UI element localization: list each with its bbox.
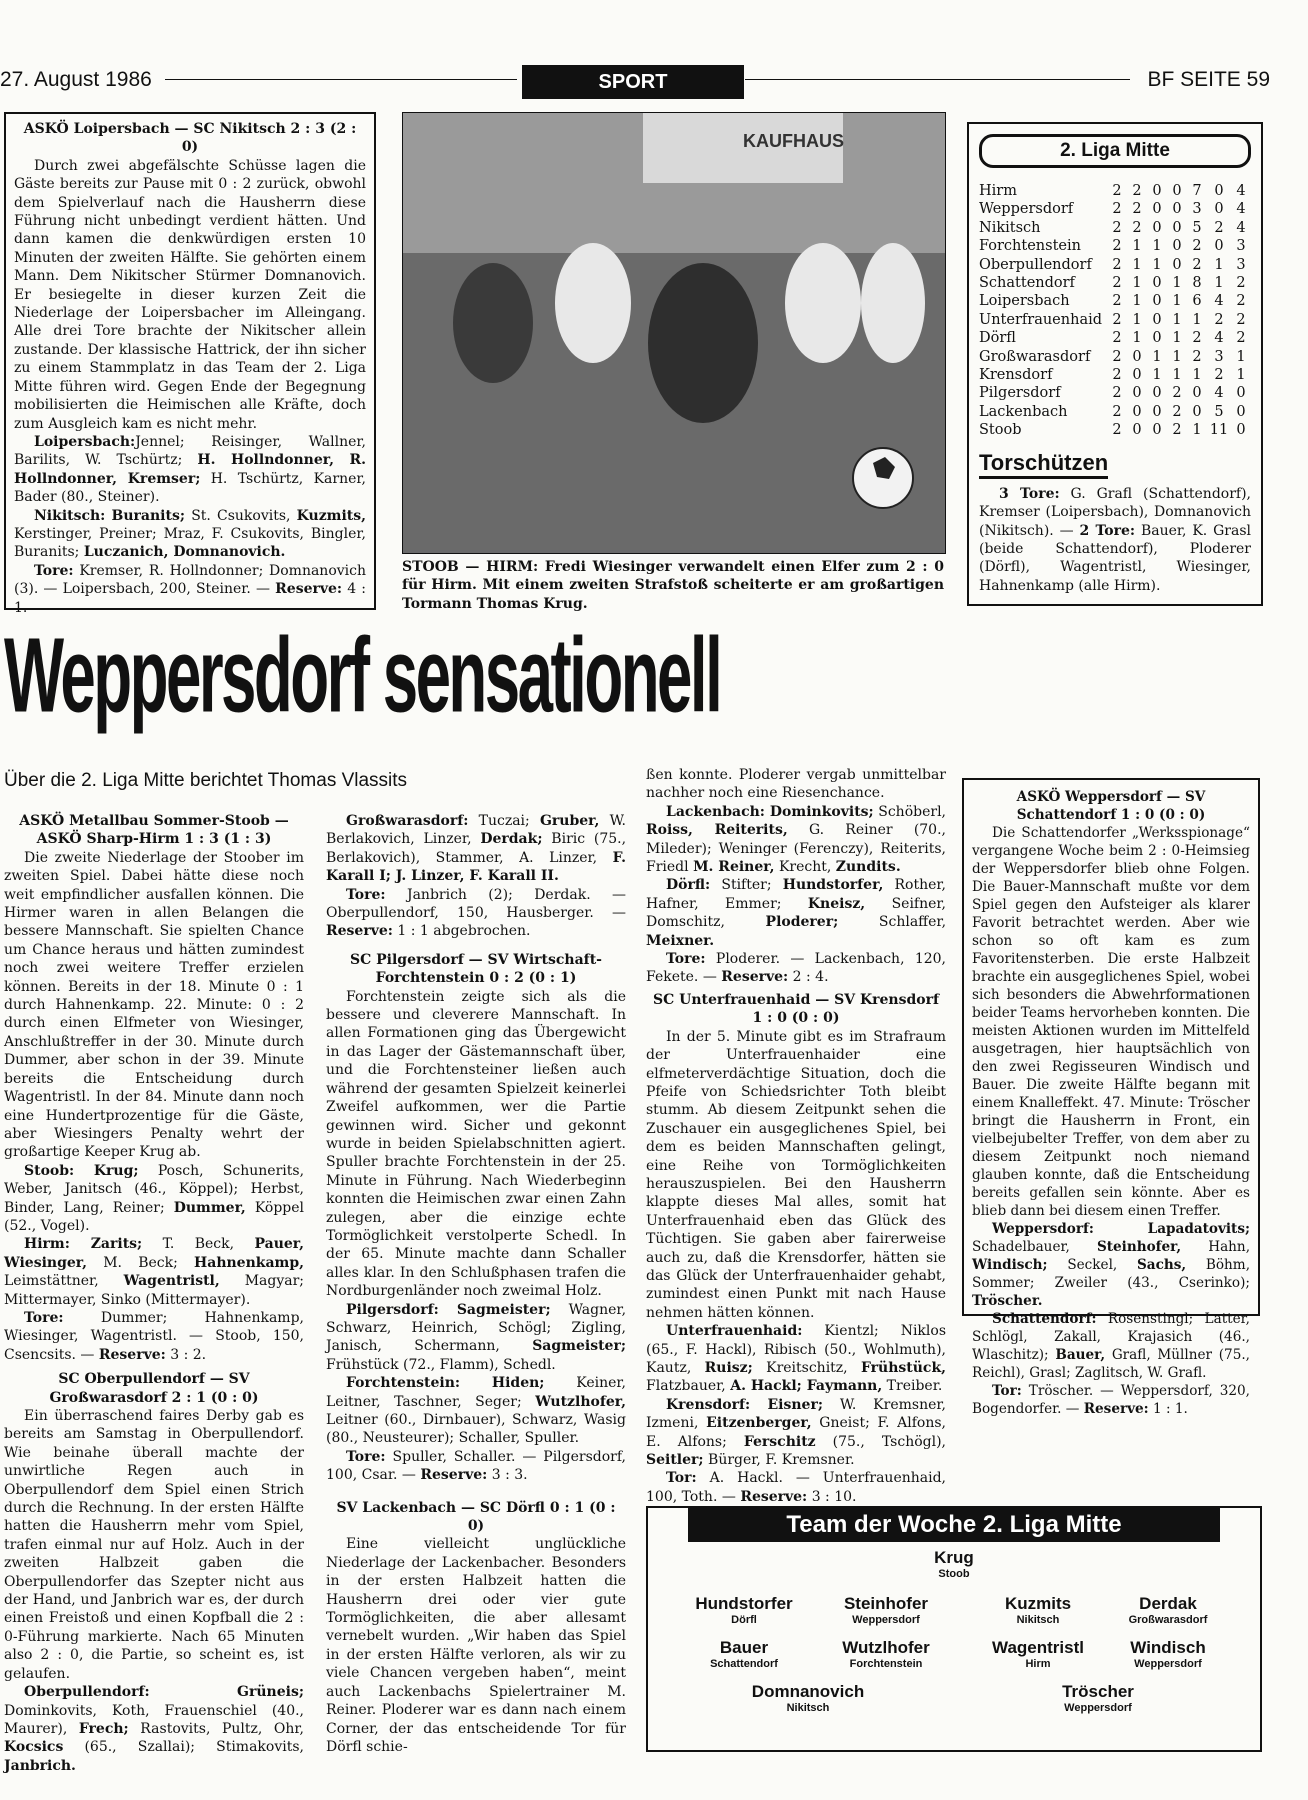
stat-cell: 1 [1152, 348, 1162, 365]
stat-cell: 1 [1132, 293, 1142, 310]
scorers-title: Torschützen [979, 450, 1108, 479]
stat-cell: 2 [1112, 293, 1122, 310]
stat-cell: 2 [1172, 385, 1182, 402]
stat-cell: 0 [1152, 293, 1162, 310]
stat-cell: 2 [1214, 219, 1224, 236]
stat-cell: 0 [1152, 311, 1162, 328]
team-name: Unterfrauenhaid [979, 311, 1103, 328]
stat-cell: 0 [1214, 183, 1224, 199]
stat-cell: 0 [1214, 238, 1224, 255]
stat-cell: 2 [1192, 256, 1202, 273]
stat-cell: 0 [1236, 422, 1246, 439]
stat-cell: 2 [1236, 275, 1246, 292]
player-club: Weppersdorf [1134, 1658, 1202, 1670]
stat-cell: 2 [1112, 330, 1122, 347]
match-body: Eine vielleicht unglückliche Niederlage der Lackenbacher. Besonders in der ersten Halbzeit hatten die Hausherrn drei oder vier gute Tormöglichkeiten, die aber allesamt vernebelt wurden. „Wir haben das Spiel in der ersten Hälfte verloren, als wir zu viele Chancen vergeben haben“, meint auch Lackenbachs Spielertrainer M. Reiner. Ploderer war es dann nach einem Corner, der das entscheidende Tor für Dörfl schie- [326, 1536, 626, 1755]
stat-cell: 5 [1214, 403, 1224, 420]
stat-cell: 1 [1172, 330, 1182, 347]
stat-cell: 0 [1172, 201, 1182, 218]
stat-cell: 8 [1192, 275, 1202, 292]
team-name: Krensdorf [979, 367, 1053, 384]
lineup-schattendorf: Schattendorf: Rosenstingl; Latter, Schlögl, Zakall, Krajasich (46., Wlaschitz); Bauer, Grafl, Müllner (75., Reichl), Grasl; Zaglitsch, W. Grafl. [972, 1311, 1250, 1381]
stat-cell: 0 [1152, 219, 1162, 236]
stat-cell: 0 [1214, 201, 1224, 218]
stat-cell: 1 [1192, 367, 1202, 384]
stat-cell: 2 [1192, 330, 1202, 347]
stat-cell: 2 [1112, 201, 1122, 218]
stat-cell: 1 [1152, 256, 1162, 273]
player-club: Nikitsch [786, 1702, 830, 1714]
stat-cell: 4 [1236, 219, 1246, 236]
goals-line: Tore: Ploderer. — Lackenbach, 120, Fekete. — Reserve: 2 : 4. [646, 951, 946, 986]
player-club: Großwarasdorf [1128, 1614, 1208, 1626]
team-name: Pilgersdorf [979, 385, 1061, 402]
stat-cell: 1 [1172, 275, 1182, 292]
stat-cell: 0 [1152, 183, 1162, 199]
standings-row [979, 384, 1251, 402]
stat-cell: 1 [1214, 256, 1224, 273]
lineup-nikitsch: Nikitsch: Buranits; St. Csukovits, Kuzmits, Kerstinger, Preiner; Mraz, F. Csukovits, Bingler, Buranits; Luczanich, Domnanovich. [14, 507, 367, 561]
player-club: Hirm [1025, 1658, 1051, 1670]
player-name: Tröscher [1062, 1682, 1134, 1701]
player-club: Dörfl [731, 1614, 757, 1626]
page-number: BF SEITE 59 [1147, 68, 1270, 91]
player-name: Kuzmits [1004, 1594, 1072, 1613]
team-name: Nikitsch [979, 219, 1041, 236]
column-1 [4, 812, 304, 1775]
stat-cell: 1 [1236, 367, 1246, 384]
match-title: SC Unterfrauenhaid — SV Krensdorf 1 : 0 (0 : 0) [653, 991, 939, 1027]
team-player [1008, 1682, 1188, 1715]
standings-box [967, 122, 1263, 606]
header-rule-left [165, 79, 517, 80]
stat-cell: 2 [1236, 311, 1246, 328]
player-name: Hundstorfer [695, 1594, 793, 1613]
goals-line: Tore: Spuller, Schaller. — Pilgersdorf, 100, Csar. — Reserve: 3 : 3. [326, 1448, 626, 1484]
lineup-weppersdorf: Weppersdorf: Lapadatovits; Schadelbauer, Steinhofer, Hahn, Windisch; Seckel, Sachs, Böhm, Sommer; Zweiler (43., Cserinko); Tröscher. [972, 1221, 1251, 1309]
match-report-weppersdorf [962, 778, 1260, 1417]
stat-cell: 1 [1214, 275, 1224, 292]
standings-row [979, 200, 1251, 218]
stat-cell: 0 [1132, 348, 1142, 365]
match-photo [402, 112, 946, 554]
stat-cell: 0 [1172, 183, 1182, 199]
lineup-loipersbach: Loipersbach:Jennel; Reisinger, Wallner, Barilits, W. Tschürtz; H. Hollndonner, R. Hollndonner, Kremser; H. Tschürtz, Karner, Bader (80., Steiner). [14, 433, 366, 506]
match-body: Forchtenstein zeigte sich als die bessere und cleverere Mannschaft. In allen Formationen ging das Übergewicht in das Lager der Gästemannschaft über, und die Forchtensteiner ließen auch während der gesamten Spielzeit keinerlei Zweifel aufkommen, wer die Partie gewinnen wird. Sicher und gekonnt wurde in beiden Spielabschnitten agiert. Spuller brachte Forchtenstein in der 25. Minute in Führung. Nach Wiederbeginn konnten die Heimischen zwar einen Zahn zulegen, aber die einzige echte Tormöglichkeit verstolperte Schedl. In der 65. Minute machte dann Schaller alles klar. In den Schlußphasen trafen die Nordburgenländer noch zweimal Holz. [326, 988, 626, 1300]
stat-cell: 1 [1132, 330, 1142, 347]
match-body: Die zweite Niederlage der Stoober im zweiten Spiel. Dabei hätte diese noch weit empfindlicher ausfallen können. Die Hirmer waren in allen Belangen die bessere Mannschaft. Sie spielten Chance um Chance heraus und hätten zumindest noch zwei weitere Treffer erzielen können. Bereits in der 18. Minute 0 : 1 durch Hahnenkamp. 22. Minute: 0 : 2 durch einen Elfmeter von Wiesinger, Anschlußtreffer in der 30. Minute durch Dummer, aber schon in der 39. Minute bereits die Entscheidung durch Wagentristl. In der 84. Minute dann noch eine Hundertprozentige für die Gäste, aber Wiesingers Penalty wehrt der großartige Keeper Krug ab. [4, 849, 304, 1161]
team-name: Hirm [979, 183, 1017, 199]
stat-cell: 2 [1192, 238, 1202, 255]
standings-row [979, 182, 1251, 200]
stat-cell: 0 [1152, 403, 1162, 420]
goals-line: Tore: Dummer; Hahnenkamp, Wiesinger, Wagentristl. — Stoob, 150, Csencsits. — Reserve: 3 : 2. [4, 1309, 304, 1363]
team-name: Loipersbach [979, 293, 1070, 310]
lineup-krensdorf: Krensdorf: Eisner; W. Kremsner, Izmeni, Eitzenberger, Gneist; F. Alfons, E. Alfons; Ferschitz (75., Tschögl), Seitler; Bürger, F. Kremsner. [646, 1396, 946, 1469]
standings-row [979, 256, 1251, 274]
lineup-unterfrauenhaid: Unterfrauenhaid: Kientzl; Niklos (65., F. Hackl), Ribisch (50., Wohlmuth), Kautz, Ruisz; Kreitschitz, Frühstück, Flatzbauer, A. Hackl; Faymann, Treiber. [646, 1323, 947, 1395]
match-title: SV Lackenbach — SC Dörfl 0 : 1 (0 : 0) [336, 1499, 616, 1535]
photo-illustration [403, 113, 945, 553]
stat-cell: 2 [1112, 422, 1122, 439]
column-2 [326, 812, 626, 1756]
team-name: Großwarasdorf [979, 348, 1091, 365]
match-title: ASKÖ Weppersdorf — SV Schattendorf 1 : 0 (0 : 0) [1016, 789, 1206, 823]
match-report-loipersbach [4, 112, 376, 616]
stat-cell: 2 [1112, 238, 1122, 255]
match-title: SC Pilgersdorf — SV Wirtschaft-Forchtenstein 0 : 2 (0 : 1) [350, 951, 602, 987]
match-body: Ein überraschend faires Derby gab es bereits am Samstag in Oberpullendorf. Wie beinahe überall machte der unwirtliche Regen auch in Oberpullendorf dem Spiel einen Strich durch die Rechnung. In der ersten Hälfte hatten die Hausherrn mehr vom Spiel, trafen einmal nur auf Holz. Auch in der zweiten Halbzeit gaben die Oberpullendorfer das Szepter nicht aus der Hand, und Janbrich war es, der durch einen Freistoß und einen Kopfball die 2 : 0-Führung markierte. Nach 65 Minuten also 2 : 0, die Partie, so scheint es, ist gelaufen. [4, 1408, 304, 1682]
lineup-doerfl: Dörfl: Stifter; Hundstorfer, Rother, Hafner, Emmer; Kneisz, Seifner, Domschitz, Ploderer; Schlaffer, Meixner. [646, 877, 947, 949]
player-name: Derdak [1139, 1594, 1197, 1613]
stat-cell: 1 [1192, 422, 1202, 439]
stat-cell: 1 [1132, 256, 1142, 273]
player-club: Nikitsch [1016, 1614, 1060, 1626]
standings-row [979, 366, 1251, 384]
standings-row [979, 219, 1251, 237]
issue-date: 27. August 1986 [0, 68, 152, 91]
stat-cell: 0 [1152, 201, 1162, 218]
standings-title: 2. Liga Mitte [979, 134, 1251, 168]
stat-cell: 4 [1214, 385, 1224, 402]
lineup-grosswarasdorf: Großwarasdorf: Tuczai; Gruber, W. Berlakovich, Linzer, Derdak; Biric (75., Berlakovich), Stammer, A. Linzer, F. Karall I; J. Linzer, F. Karall II. [326, 813, 627, 885]
standings-row [979, 329, 1251, 347]
player-club: Stoob [938, 1568, 970, 1580]
stat-cell: 4 [1236, 183, 1246, 199]
standings-row [979, 292, 1251, 310]
stat-cell: 2 [1132, 201, 1142, 218]
stat-cell: 2 [1172, 403, 1182, 420]
team-player [718, 1682, 898, 1715]
standings-row [979, 237, 1251, 255]
team-name: Lackenbach [979, 403, 1068, 420]
stat-cell: 1 [1152, 238, 1162, 255]
player-name: Wutzlhofer [842, 1638, 930, 1657]
stat-cell: 2 [1112, 256, 1122, 273]
standings-row [979, 403, 1251, 421]
stat-cell: 0 [1172, 256, 1182, 273]
standings-row [979, 421, 1251, 439]
stat-cell: 7 [1192, 183, 1202, 199]
team-name: Dörfl [979, 330, 1016, 347]
stat-cell: 0 [1172, 238, 1182, 255]
stat-cell: 0 [1236, 385, 1246, 402]
stat-cell: 0 [1236, 403, 1246, 420]
team-of-the-week [646, 1506, 1262, 1752]
team-name: Weppersdorf [979, 201, 1074, 218]
stat-cell: 2 [1112, 385, 1122, 402]
player-name: Windisch [1130, 1638, 1206, 1657]
goals-line: Tor: Tröscher. — Weppersdorf, 320, Bogendorfer. — Reserve: 1 : 1. [972, 1383, 1250, 1417]
stat-cell: 2 [1214, 311, 1224, 328]
match-body: ßen konnte. Ploderer vergab unmittelbar nachher noch eine Riesenchance. [646, 767, 946, 802]
stat-cell: 6 [1192, 293, 1202, 310]
stat-cell: 0 [1152, 422, 1162, 439]
stat-cell: 2 [1112, 311, 1122, 328]
stat-cell: 2 [1236, 293, 1246, 310]
stat-cell: 1 [1152, 367, 1162, 384]
lineup-stoob: Stoob: Krug; Posch, Schunerits, Weber, Janitsch (46., Köppel); Herbst, Binder, Lang, Reiner; Dummer, Köppel (52., Vogel). [4, 1162, 305, 1234]
stat-cell: 2 [1192, 348, 1202, 365]
goals-line: Tor: A. Hackl. — Unterfrauenhaid, 100, Toth. — Reserve: 3 : 10. [646, 1470, 946, 1505]
player-club: Weppersdorf [852, 1614, 920, 1626]
player-name: Domnanovich [751, 1682, 865, 1701]
team-player [1078, 1594, 1258, 1627]
match-body: Die Schattendorfer „Werksspionage“ vergangene Woche beim 2 : 0-Heimsieg der Weppersdorfer blieb ohne Folgen. Die Bauer-Mannschaft mußte vor dem Spiel gegen den Aufsteiger als klarer Favorit betrachtet werden. Aber wie schon so oft kam es zum Favoritensterben. Die erste Halbzeit brachte ein ausgeglichenes Spiel, wobei sich besonders die Abwehrformationen beider Teams hervorheben konnten. Die meisten Aktionen wurden im Mittelfeld ausgetragen, hier hauptsächlich von den zwei Regisseuren Windisch und Bauer. Die zweite Hälfte begann mit einem Knalleffekt. 47. Minute: Tröscher bringt die Hausherrn in Front, ein vielbejubelter Treffer, von dem aber zu diesem Zeitpunkt noch niemand glauben konnte, daß die Entscheidung bereits gefallen sein könnte. Aber es blieb dann bei diesem einen Treffer. [972, 825, 1250, 1219]
stat-cell: 1 [1172, 348, 1182, 365]
photo-sign: KAUFHAUS [743, 131, 844, 151]
stat-cell: 2 [1112, 367, 1122, 384]
stat-cell: 0 [1172, 219, 1182, 236]
match-title: ASKÖ Metallbau Sommer-Stoob — ASKÖ Sharp-Hirm 1 : 3 (1 : 3) [19, 813, 289, 848]
stat-cell: 3 [1192, 201, 1202, 218]
stat-cell: 0 [1192, 385, 1202, 402]
byline: Über die 2. Liga Mitte berichtet Thomas Vlassits [4, 770, 408, 791]
stat-cell: 0 [1152, 330, 1162, 347]
lineup-forchtenstein: Forchtenstein: Hiden; Keiner, Leitner, Taschner, Seger; Wutzlhofer, Leitner (60., Dirnbauer), Schwarz, Wasig (80., Neusteurer); Schaller, Spuller. [326, 1375, 626, 1447]
stat-cell: 2 [1112, 275, 1122, 292]
header-rule-right [745, 79, 1130, 80]
stat-cell: 5 [1192, 219, 1202, 236]
stat-cell: 1 [1172, 367, 1182, 384]
stat-cell: 2 [1132, 219, 1142, 236]
stat-cell: 0 [1152, 275, 1162, 292]
team-player [1078, 1638, 1258, 1671]
goals-line: Tore: Kremser, R. Hollndonner; Domnanovich (3). — Loipersbach, 200, Steiner. — Reserve: 4 : 1. [14, 562, 367, 616]
player-name: Krug [934, 1548, 974, 1567]
stat-cell: 2 [1112, 183, 1122, 199]
stat-cell: 0 [1192, 403, 1202, 420]
stat-cell: 0 [1132, 385, 1142, 402]
player-club: Schattendorf [710, 1658, 778, 1670]
column-3 [646, 766, 946, 1506]
stat-cell: 2 [1112, 348, 1122, 365]
page-header [0, 66, 1270, 96]
stat-cell: 0 [1152, 385, 1162, 402]
headline: Weppersdorf sensationell [4, 617, 721, 735]
team-name: Stoob [979, 422, 1022, 439]
stat-cell: 1 [1172, 293, 1182, 310]
stat-cell: 4 [1236, 201, 1246, 218]
stat-cell: 2 [1112, 403, 1122, 420]
team-player [864, 1548, 1044, 1581]
stat-cell: 3 [1236, 256, 1246, 273]
scorers-list: 3 Tore: G. Grafl (Schattendorf), Kremser (Loipersbach), Domnanovich (Nikitsch). — 2 Tore: Bauer, K. Grasl (beide Schattendorf), Ploderer (Dörfl), Wagentristl, Wiesinger, Hahnenkamp (alle Hirm). [979, 485, 1251, 594]
stat-cell: 2 [1172, 422, 1182, 439]
lineup-hirm: Hirm: Zarits; T. Beck, Pauer, Wiesinger, M. Beck; Hahnenkamp, Leimstättner, Wagentristl, Magyar; Mittermayer, Sinko (Mittermayer). [4, 1236, 305, 1308]
player-name: Bauer [719, 1638, 769, 1657]
stat-cell: 3 [1236, 238, 1246, 255]
player-club: Forchtenstein [849, 1658, 923, 1670]
stat-cell: 1 [1132, 275, 1142, 292]
stat-cell: 1 [1236, 348, 1246, 365]
stat-cell: 1 [1132, 238, 1142, 255]
stat-cell: 1 [1132, 311, 1142, 328]
standings-row [979, 311, 1251, 329]
team-name: Forchtenstein [979, 238, 1081, 255]
stat-cell: 4 [1214, 330, 1224, 347]
stat-cell: 0 [1132, 422, 1142, 439]
match-title: SC Oberpullendorf — SV Großwarasdorf 2 : 1 (0 : 0) [49, 1371, 259, 1406]
standings-row [979, 348, 1251, 366]
match-body: Durch zwei abgefälschte Schüsse lagen die Gäste bereits zur Pause mit 0 : 2 zurück, obwohl dem Spielverlauf nach die Hausherrn diese Führung nicht unbedingt verdient hätten. Und dann kamen die denkwürdigen ersten 10 Minuten der zweiten Hälfte. Sie gehörten einem Mann. Dem Nikitscher Stürmer Domnanovich. Er besiegelte in dieser kurzen Zeit die Niederlage der Loipersbacher im Alleingang. Alle drei Tore brachte der Nikitscher allein zustande. Der klassische Hattrick, der ihn sicher zu einem Stammplatz in das Team der 2. Liga Mitte führen wird. Gegen Ende der Begegnung mobilisierten die Heimischen alle Kräfte, doch zum Ausgleich kam es nicht mehr. [14, 157, 366, 432]
match-body: In der 5. Minute gibt es im Strafraum der Unterfrauenhaider eine elfmeterverdächtige Situation, doch die Pfeife von Schiedsrichter Toth bleibt stumm. Ab diesem Zeitpunkt sehen die Zuschauer ein ausgeglichenes Spiel, bei dem es beiden Mannschaften gelingt, eine Reihe von Tormöglichkeiten herauszuspielen. Bei den Hausherrn klappte dieses Mal alles, somit hat Unterfrauenhaid eben das Glück des Tüchtigen. Sie gaben aber fairerweise auch zu, daß die Krensdorfer, hätten sie das Glück der Unterfrauenhaider gehabt, zumindest einen Punkt mit nach Hause nehmen hätten können. [646, 1028, 946, 1321]
stat-cell: 0 [1132, 403, 1142, 420]
player-name: Wagentristl [992, 1638, 1084, 1657]
stat-cell: 2 [1132, 183, 1142, 199]
stat-cell: 2 [1236, 330, 1246, 347]
stat-cell: 2 [1214, 367, 1224, 384]
stat-cell: 3 [1214, 348, 1224, 365]
match-title: ASKÖ Loipersbach — SC Nikitsch 2 : 3 (2 : 0) [23, 121, 357, 156]
stat-cell: 0 [1132, 367, 1142, 384]
stat-cell: 4 [1214, 293, 1224, 310]
stat-cell: 2 [1112, 219, 1122, 236]
goals-line: Tore: Janbrich (2); Derdak. — Oberpullendorf, 150, Hausberger. — Reserve: 1 : 1 abgebrochen. [326, 886, 626, 940]
standings-table [979, 182, 1251, 440]
stat-cell: 11 [1209, 422, 1229, 439]
lineup-lackenbach: Lackenbach: Dominkovits; Schöberl, Roiss, Reiterits, G. Reiner (70., Mileder); Weninger (Ferenczy), Reiterits, Friedl M. Reiner, Krecht, Zundits. [646, 803, 946, 876]
player-club: Weppersdorf [1064, 1702, 1132, 1714]
stat-cell: 1 [1192, 311, 1202, 328]
lineup-oberpullendorf: Oberpullendorf: Grüneis; Dominkovits, Koth, Frauenschiel (40., Maurer), Frech; Rastovits, Pultz, Ohr, Kocsics (65., Szallai); Stimakovits, Janbrich. [4, 1684, 304, 1774]
player-name: Steinhofer [843, 1594, 929, 1613]
team-name: Oberpullendorf [979, 256, 1092, 273]
photo-caption: STOOB — HIRM: Fredi Wiesinger verwandelt einen Elfer zum 2 : 0 für Hirm. Mit einem zweiten Strafstoß scheiterte er am großartigen Tormann Thomas Krug. [402, 559, 944, 612]
section-label: SPORT [523, 66, 743, 98]
lineup-pilgersdorf: Pilgersdorf: Sagmeister; Wagner, Schwarz, Heinrich, Schögl; Zigling, Janisch, Schermann, Sagmeister; Frühstück (72., Flamm), Schedl. [326, 1301, 627, 1373]
stat-cell: 1 [1172, 311, 1182, 328]
team-title: Team der Woche 2. Liga Mitte [688, 1508, 1220, 1542]
standings-row [979, 274, 1251, 292]
team-name: Schattendorf [979, 275, 1075, 292]
